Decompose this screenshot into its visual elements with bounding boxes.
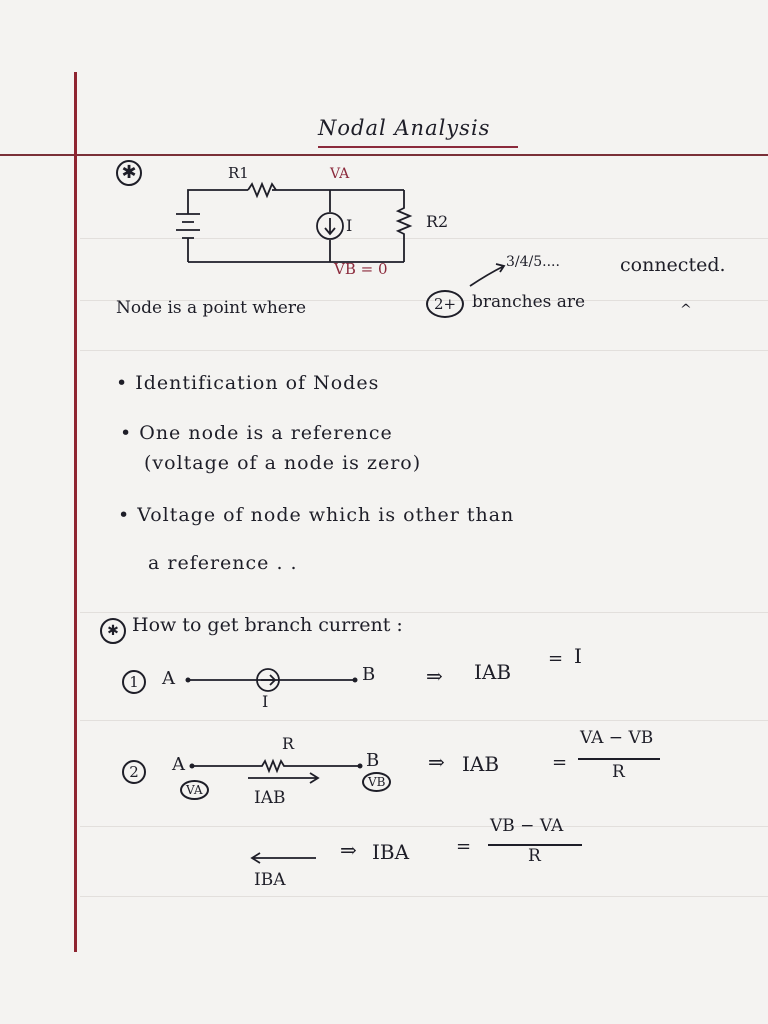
wire-top-left bbox=[188, 190, 248, 196]
iab-rhs: I bbox=[574, 644, 582, 668]
case1-current-label: I bbox=[262, 692, 269, 711]
count-note: 3/4/5.... bbox=[506, 254, 560, 270]
r2-label: R2 bbox=[426, 212, 449, 231]
iba-label: IBA bbox=[254, 870, 286, 890]
resistor-r1-icon bbox=[248, 184, 276, 196]
fraction-denominator: R bbox=[528, 846, 541, 866]
battery-icon bbox=[176, 196, 200, 262]
iab-arrow-icon bbox=[248, 773, 318, 783]
resistor-label: R bbox=[282, 734, 295, 753]
bullet-identification: • Identification of Nodes bbox=[116, 372, 380, 394]
equals-sign: = bbox=[456, 836, 472, 857]
iab-lhs: IAB bbox=[462, 752, 500, 776]
bullet-voltage: • Voltage of node which is other than bbox=[118, 504, 515, 526]
page-title: Nodal Analysis bbox=[318, 116, 491, 140]
iab-lhs: IAB bbox=[474, 660, 512, 684]
implies-arrow: ⇒ bbox=[426, 664, 443, 688]
node-a-label: A bbox=[172, 754, 185, 775]
node-b-label: B bbox=[362, 664, 376, 685]
iab-label: IAB bbox=[254, 788, 286, 808]
star-bullet-icon: ✱ bbox=[100, 618, 126, 644]
equals-sign: = bbox=[552, 752, 568, 773]
vb-label: VB = 0 bbox=[334, 260, 388, 278]
fraction-denominator: R bbox=[612, 762, 625, 782]
fraction-bar bbox=[578, 758, 660, 760]
implies-arrow: ⇒ bbox=[340, 838, 357, 862]
r1-label: R1 bbox=[228, 164, 249, 182]
star-bullet-icon: ✱ bbox=[116, 160, 142, 186]
vb-circle: VB bbox=[362, 772, 391, 792]
bullet-voltage-cont: a reference . . bbox=[148, 552, 298, 574]
fraction-numerator: VB − VA bbox=[490, 816, 564, 836]
case-number: 2 bbox=[122, 760, 146, 784]
bullet-reference: • One node is a reference bbox=[120, 422, 393, 444]
note-arrow-icon bbox=[470, 264, 504, 286]
arrow-right-icon bbox=[261, 675, 275, 685]
bullet-reference-note: (voltage of a node is zero) bbox=[144, 452, 422, 474]
va-circle: VA bbox=[180, 780, 209, 800]
case2-wire bbox=[192, 761, 360, 771]
case-number: 1 bbox=[122, 670, 146, 694]
node-a-label: A bbox=[162, 668, 175, 689]
node-b-label: B bbox=[366, 750, 380, 771]
arrow-down-icon bbox=[325, 218, 335, 234]
iba-lhs: IBA bbox=[372, 840, 410, 864]
va-label: VA bbox=[330, 166, 350, 182]
definition-text: Node is a point where bbox=[116, 298, 307, 318]
caret-mark: ^ bbox=[680, 302, 692, 318]
connected-word: connected. bbox=[620, 254, 726, 276]
definition-rest: branches are bbox=[472, 292, 586, 312]
fraction-numerator: VA − VB bbox=[580, 728, 654, 748]
circled-count: 2+ bbox=[426, 290, 464, 318]
implies-arrow: ⇒ bbox=[428, 750, 445, 774]
iba-arrow-icon bbox=[252, 853, 316, 863]
resistor-r2-icon bbox=[398, 190, 410, 262]
equals-sign: = bbox=[548, 648, 564, 669]
section-heading: How to get branch current : bbox=[132, 614, 403, 636]
current-label: I bbox=[346, 216, 353, 235]
